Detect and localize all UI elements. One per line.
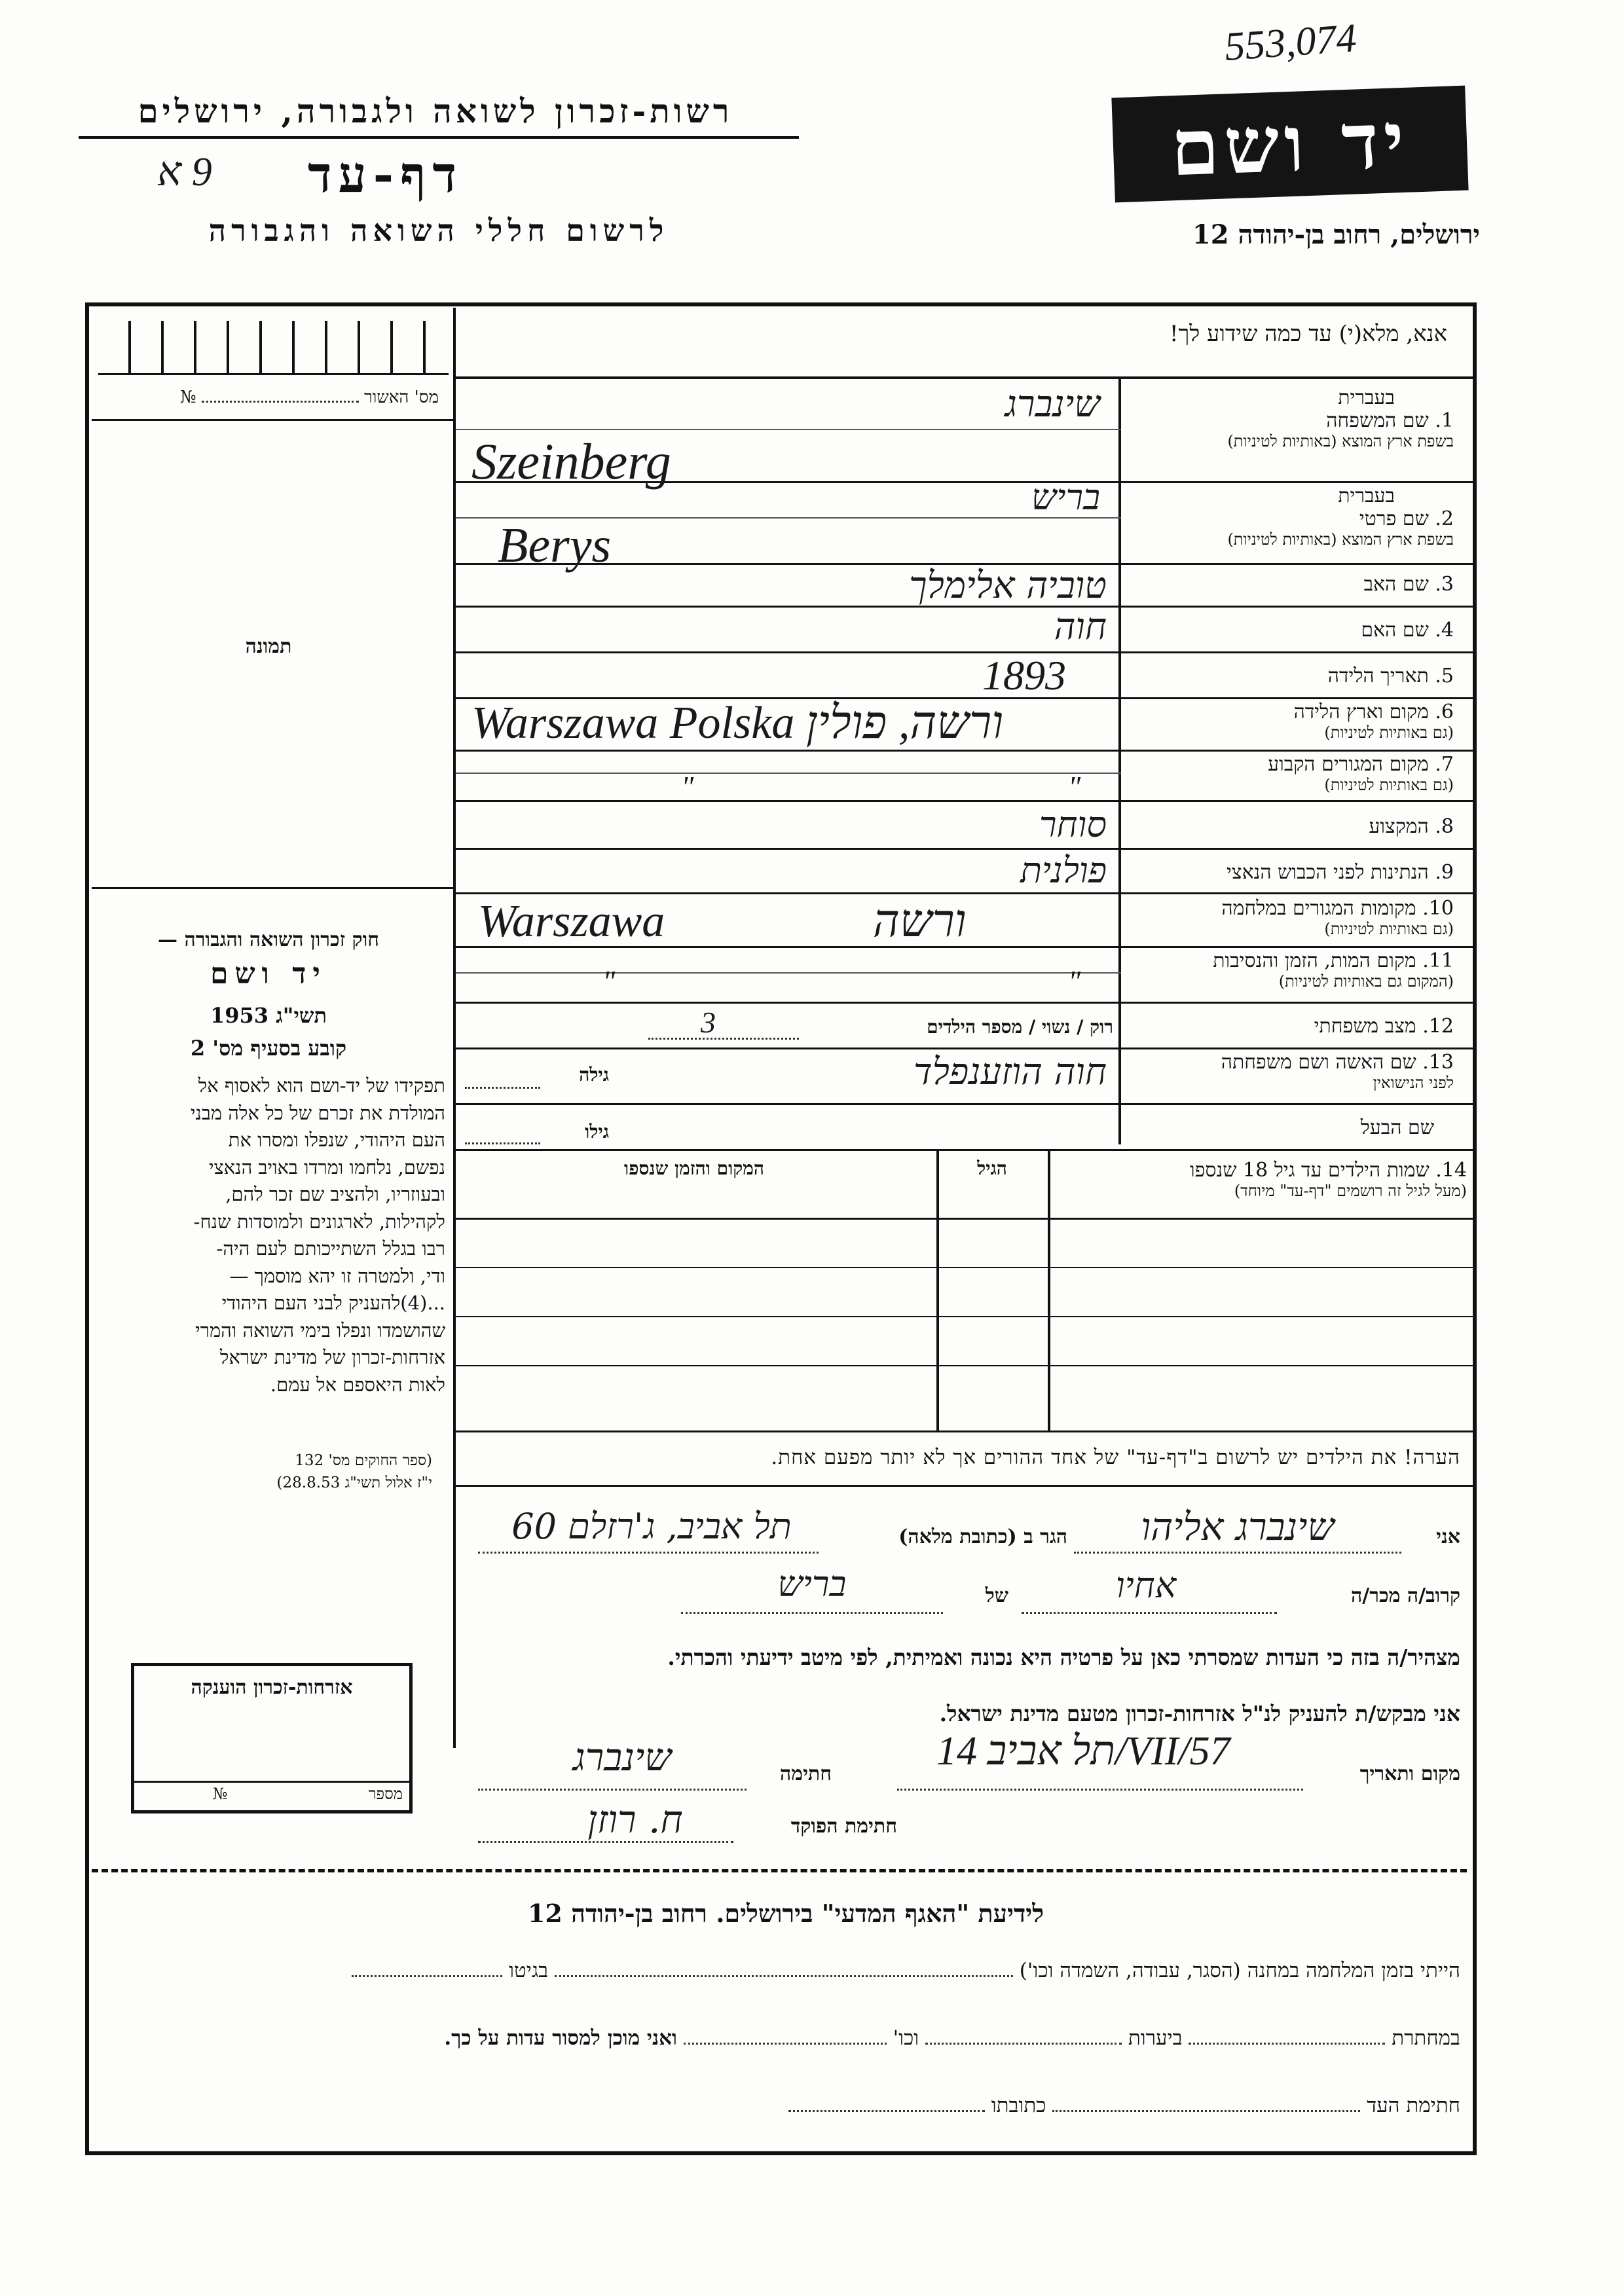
children-header-divider — [456, 1218, 1473, 1220]
field-label: שם האם — [1361, 619, 1429, 642]
children-row-divider — [456, 1316, 1473, 1317]
field-sublabel: (גם באותיות לטיניות) — [1324, 723, 1454, 742]
row-subdivider — [456, 429, 1121, 430]
first-name-hebrew-value: בריש — [1031, 477, 1100, 518]
residence-value: " " — [681, 770, 1081, 803]
children-col-divider — [936, 1151, 939, 1432]
footer-line-1 — [98, 1959, 1460, 1982]
field-number: 11. — [1422, 949, 1454, 972]
field-8-label — [1126, 815, 1454, 838]
field-sublabel: לפני הנישואין — [1373, 1074, 1454, 1092]
relation-dots — [1022, 1612, 1277, 1614]
marital-status-options: רוק / נשוי / מספר הילדים — [927, 1016, 1113, 1038]
wartime-residence-value: Warszawa ורשה — [478, 896, 967, 947]
children-note: הערה! את הילדים יש לרשום ב"דף-עד" של אחד ההורים אך לא יותר מפעם אחת. — [771, 1446, 1460, 1469]
field-label: שם האב — [1363, 573, 1429, 596]
law-line: לקהילות, לארגונים ולמוסדות שנח- — [193, 1210, 445, 1233]
row-divider — [456, 1048, 1473, 1049]
photo-label: תמונה — [245, 635, 292, 658]
law-line: אזרחות-זכרון של מדינת ישראל — [219, 1346, 445, 1368]
field-label: תאריך הלידה — [1327, 665, 1429, 687]
wife-age-label: גילה — [579, 1064, 609, 1085]
wife-age-dots — [465, 1087, 540, 1089]
field-sublabel: (גם באותיות לטיניות) — [1324, 776, 1454, 794]
field-label: המקצוע — [1369, 815, 1429, 838]
law-line: המולדת את זכרם של כל אלה מבני — [190, 1101, 445, 1124]
field-label: מצב משפחתי — [1314, 1015, 1416, 1038]
field-number: 12. — [1422, 1015, 1454, 1038]
field-5-label — [1126, 665, 1454, 687]
approval-suffix: № — [179, 388, 196, 407]
field-number: 10. — [1422, 897, 1454, 920]
law-title: חוק זכרון השואה והגבורה — — [158, 928, 379, 951]
declarant-name-dots — [1074, 1552, 1401, 1554]
signature-label: חתימה — [780, 1762, 832, 1785]
field-10-label — [1126, 897, 1454, 939]
field-label: מקום המות, הזמן והנסיבות — [1213, 949, 1416, 972]
children-age-header: הגיל — [977, 1157, 1007, 1179]
law-line: שהושמדו ונפלו בימי השואה והמרי — [195, 1319, 445, 1341]
citizenship-box-number — [141, 1785, 403, 1804]
law-text — [98, 1072, 445, 1398]
footer-camp-text: הייתי בזמן המלחמה במחנה (הסגר, עבודה, השמדה וכו') — [1019, 1959, 1460, 1982]
surname-latin-value: Szeinberg — [471, 433, 671, 490]
law-reference-2: י"ז אלול תשי"ג 28.8.53) — [276, 1474, 432, 1491]
officer-signature: ח. רוזן — [587, 1797, 683, 1842]
declarant-ani-label: אני — [1436, 1525, 1460, 1548]
birth-date-value: 1893 — [982, 652, 1066, 699]
declarant-name-value: שינברג אליהו — [1141, 1504, 1335, 1549]
field-number: 1. — [1435, 409, 1454, 432]
surname-hebrew-value: שינברג — [1005, 383, 1100, 426]
form-subtitle: לרשום חללי השואה והגבורה — [208, 213, 669, 248]
law-reference-1: (ספר החוקים מס' 132 — [295, 1452, 432, 1469]
children-place-header: המקום והזמן שנספו — [624, 1157, 764, 1179]
logo-text: יד ושם — [1169, 94, 1411, 194]
wife-name-value: חוה הוזענפלד — [913, 1051, 1107, 1093]
law-line: תפקידו של יד-ושם הוא לאסוף אל — [198, 1074, 445, 1097]
field-number: 9. — [1435, 861, 1454, 884]
note-divider — [456, 1485, 1473, 1487]
field-label: מקומות המגורים במלחמה — [1221, 897, 1416, 920]
field-2-label — [1126, 484, 1454, 549]
number-suffix: № — [212, 1785, 228, 1803]
husband-age-dots — [465, 1142, 540, 1144]
authority-underline — [79, 136, 799, 139]
field-label: הנתינות לפני הכבוש הנאצי — [1227, 861, 1429, 884]
declarant-address-value: תל אביב, ג'רזלם 60 — [511, 1506, 792, 1547]
nationality-value: פולנית — [1020, 850, 1107, 891]
footer-willing-text: ואני מוכן למסור עדות על כך. — [444, 2026, 677, 2050]
field-number: 2. — [1435, 507, 1454, 530]
children-count-value: 3 — [701, 1006, 716, 1039]
approval-number-label — [111, 388, 439, 407]
footer-underground-text: במחתרת — [1392, 2026, 1460, 2050]
field-sublabel: בשפת ארץ המוצא (באותיות לטיניות) — [1227, 530, 1454, 549]
footer-witness-signature-text: חתימת העד — [1367, 2094, 1460, 2117]
footer-line-2 — [98, 2026, 1460, 2050]
field-11-label — [1126, 949, 1454, 991]
field-number: 3. — [1435, 573, 1454, 596]
address: ירושלים, רחוב בן-יהודה 12 — [1192, 219, 1480, 250]
profession-value: סוחר — [1039, 804, 1107, 845]
field-sublabel: (המקום גם באותיות לטיניות) — [1278, 972, 1454, 991]
children-subtitle: (מעל לגיל זה רושמים "דף-עד" מיוחד) — [1234, 1182, 1467, 1200]
children-row-divider — [456, 1267, 1473, 1268]
footer-address-text: כתובתו — [991, 2094, 1046, 2117]
law-line: ודי, ולמטרה זו יהא מוסמך — — [229, 1264, 445, 1287]
field-13-label — [1126, 1051, 1454, 1093]
law-line: ובעוזריו, ולהציב שם זכר להם, — [225, 1183, 445, 1205]
number-label: מספר — [368, 1785, 403, 1803]
first-name-latin-value: Berys — [498, 518, 612, 573]
declaration-text: מצהיר/ה בזה כי העדות שמסרתי כאן על פרטיה היא נכונה ואמיתית, לפי מיטב ידיעתי והכרתי. — [667, 1645, 1460, 1670]
of-label: של — [985, 1584, 1008, 1607]
of-dots — [681, 1612, 943, 1614]
field-sublabel: בשפת ארץ המוצא (באותיות לטיניות) — [1227, 432, 1454, 450]
field-number: 4. — [1435, 619, 1454, 642]
field-label: מקום המגורים הקבוע — [1268, 753, 1429, 776]
citizenship-box-divider — [134, 1781, 409, 1783]
field-number: 7. — [1435, 753, 1454, 776]
row-divider — [456, 651, 1473, 653]
form-code: 9 א — [157, 150, 212, 194]
citizenship-box-title: אזרחות-זכרון הוענקה — [191, 1676, 353, 1699]
request-text: אני מבקש/ת להעניק לנ"ל אזרחות-זכרון מטעם מדינת ישראל. — [939, 1701, 1460, 1726]
yad-vashem-logo — [1111, 86, 1468, 203]
hebrew-tag: בעברית — [1338, 484, 1395, 507]
children-col-divider — [1048, 1151, 1050, 1432]
intro-text: אנא, מלא(י) עד כמה שידוע לך! — [1169, 321, 1447, 347]
children-title-text: שמות הילדים עד גיל 18 שנספו — [1190, 1159, 1430, 1182]
law-line: העם היהודי, שנפלו ומסרו את — [228, 1129, 445, 1151]
archive-number: 553,074 — [1223, 16, 1358, 69]
tick-ruler — [98, 321, 449, 375]
field-number: 6. — [1435, 701, 1454, 723]
field-sublabel: (גם באותיות לטיניות) — [1324, 920, 1454, 938]
field-label: שם פרטי — [1359, 507, 1429, 530]
footer-ghetto-text: בגיטו — [509, 1959, 549, 1982]
death-place-value: " " — [602, 964, 1081, 998]
left-panel-divider — [453, 308, 456, 1748]
law-line: נפשם, נלחמו ומרדו באויב הנאצי — [208, 1156, 445, 1178]
row-divider — [456, 1103, 1473, 1105]
field-12-label — [1126, 1015, 1454, 1038]
hebrew-tag: בעברית — [1338, 386, 1395, 409]
row-divider — [456, 1002, 1473, 1004]
place-date-value: תל אביב 14/VII/57 — [936, 1729, 1230, 1774]
field-number: 14. — [1435, 1159, 1467, 1182]
law-line: לאות היאספם אל עמם. — [270, 1373, 445, 1396]
row-divider — [456, 1149, 1473, 1151]
field-3-label — [1126, 573, 1454, 596]
officer-label: חתימת הפוקד — [790, 1815, 897, 1838]
law-line: רבו בגלל השתייכותם לעם היה- — [216, 1237, 445, 1260]
children-row-divider — [456, 1365, 1473, 1366]
field-number: 5. — [1435, 665, 1454, 687]
declarant-address-dots — [478, 1552, 819, 1554]
footer-etc-text: וכו' — [893, 2026, 919, 2050]
husband-age-label: גילו — [585, 1121, 609, 1142]
field-label: שם האשה ושם משפחתה — [1221, 1051, 1416, 1074]
father-name-value: טוביה אלימלך — [909, 564, 1107, 607]
husband-label: שם הבעל — [1360, 1116, 1434, 1139]
field-label: שם המשפחה — [1326, 409, 1429, 432]
children-table-bottom — [456, 1430, 1473, 1432]
field-label: מקום וארץ הלידה — [1293, 701, 1429, 723]
field-number: 8. — [1435, 815, 1454, 838]
field-6-label — [1126, 701, 1454, 742]
field-4-label — [1126, 619, 1454, 642]
field-7-label — [1126, 753, 1454, 795]
law-section: קובע בסעיף מס' 2 — [190, 1036, 347, 1061]
relation-value: אחיו — [1115, 1565, 1177, 1606]
relation-label: קרוב/ה מכר/ה — [1351, 1584, 1460, 1607]
mother-name-value: חוה — [1054, 606, 1107, 648]
form-title: דף-עד — [308, 145, 464, 204]
row-divider — [456, 892, 1473, 894]
children-count-dots — [648, 1038, 799, 1040]
signature-value: שינברג — [572, 1735, 672, 1779]
place-date-label: מקום ותאריך — [1359, 1762, 1460, 1785]
place-date-dots — [897, 1789, 1303, 1791]
birth-place-value: Warszawa Polska ורשה, פולין — [471, 698, 1004, 748]
footer-forest-text: ביערות — [1128, 2026, 1183, 2050]
footer-title: לידיעת "האגף המדעי" בירושלים. רחוב בן-יהודה 12 — [527, 1899, 1044, 1928]
law-line: ...(4)להעניק לבני העם היהודי — [221, 1292, 445, 1314]
photo-divider — [92, 887, 453, 889]
label-column-divider — [1118, 378, 1121, 1144]
field-number: 13. — [1422, 1051, 1454, 1074]
footer-dashed-divider — [92, 1869, 1467, 1872]
field-9-label — [1126, 861, 1454, 884]
intro-divider — [453, 376, 1473, 379]
law-name: יד ושם — [210, 957, 327, 991]
footer-line-3 — [98, 2094, 1460, 2117]
authority-name: רשות-זכרון לשואה ולגבורה, ירושלים — [138, 92, 733, 130]
row-divider — [456, 750, 1473, 752]
signature-dots — [478, 1789, 747, 1791]
declarant-residing-label: הגר ב (כתובת מלאה) — [898, 1525, 1067, 1548]
of-value: בריש — [777, 1563, 847, 1605]
children-title — [1054, 1159, 1467, 1201]
field-1-label — [1126, 386, 1454, 451]
approval-label: מס' האשור — [363, 388, 439, 407]
law-year: תשי"ג 1953 — [210, 1003, 327, 1028]
approval-divider — [92, 419, 453, 421]
